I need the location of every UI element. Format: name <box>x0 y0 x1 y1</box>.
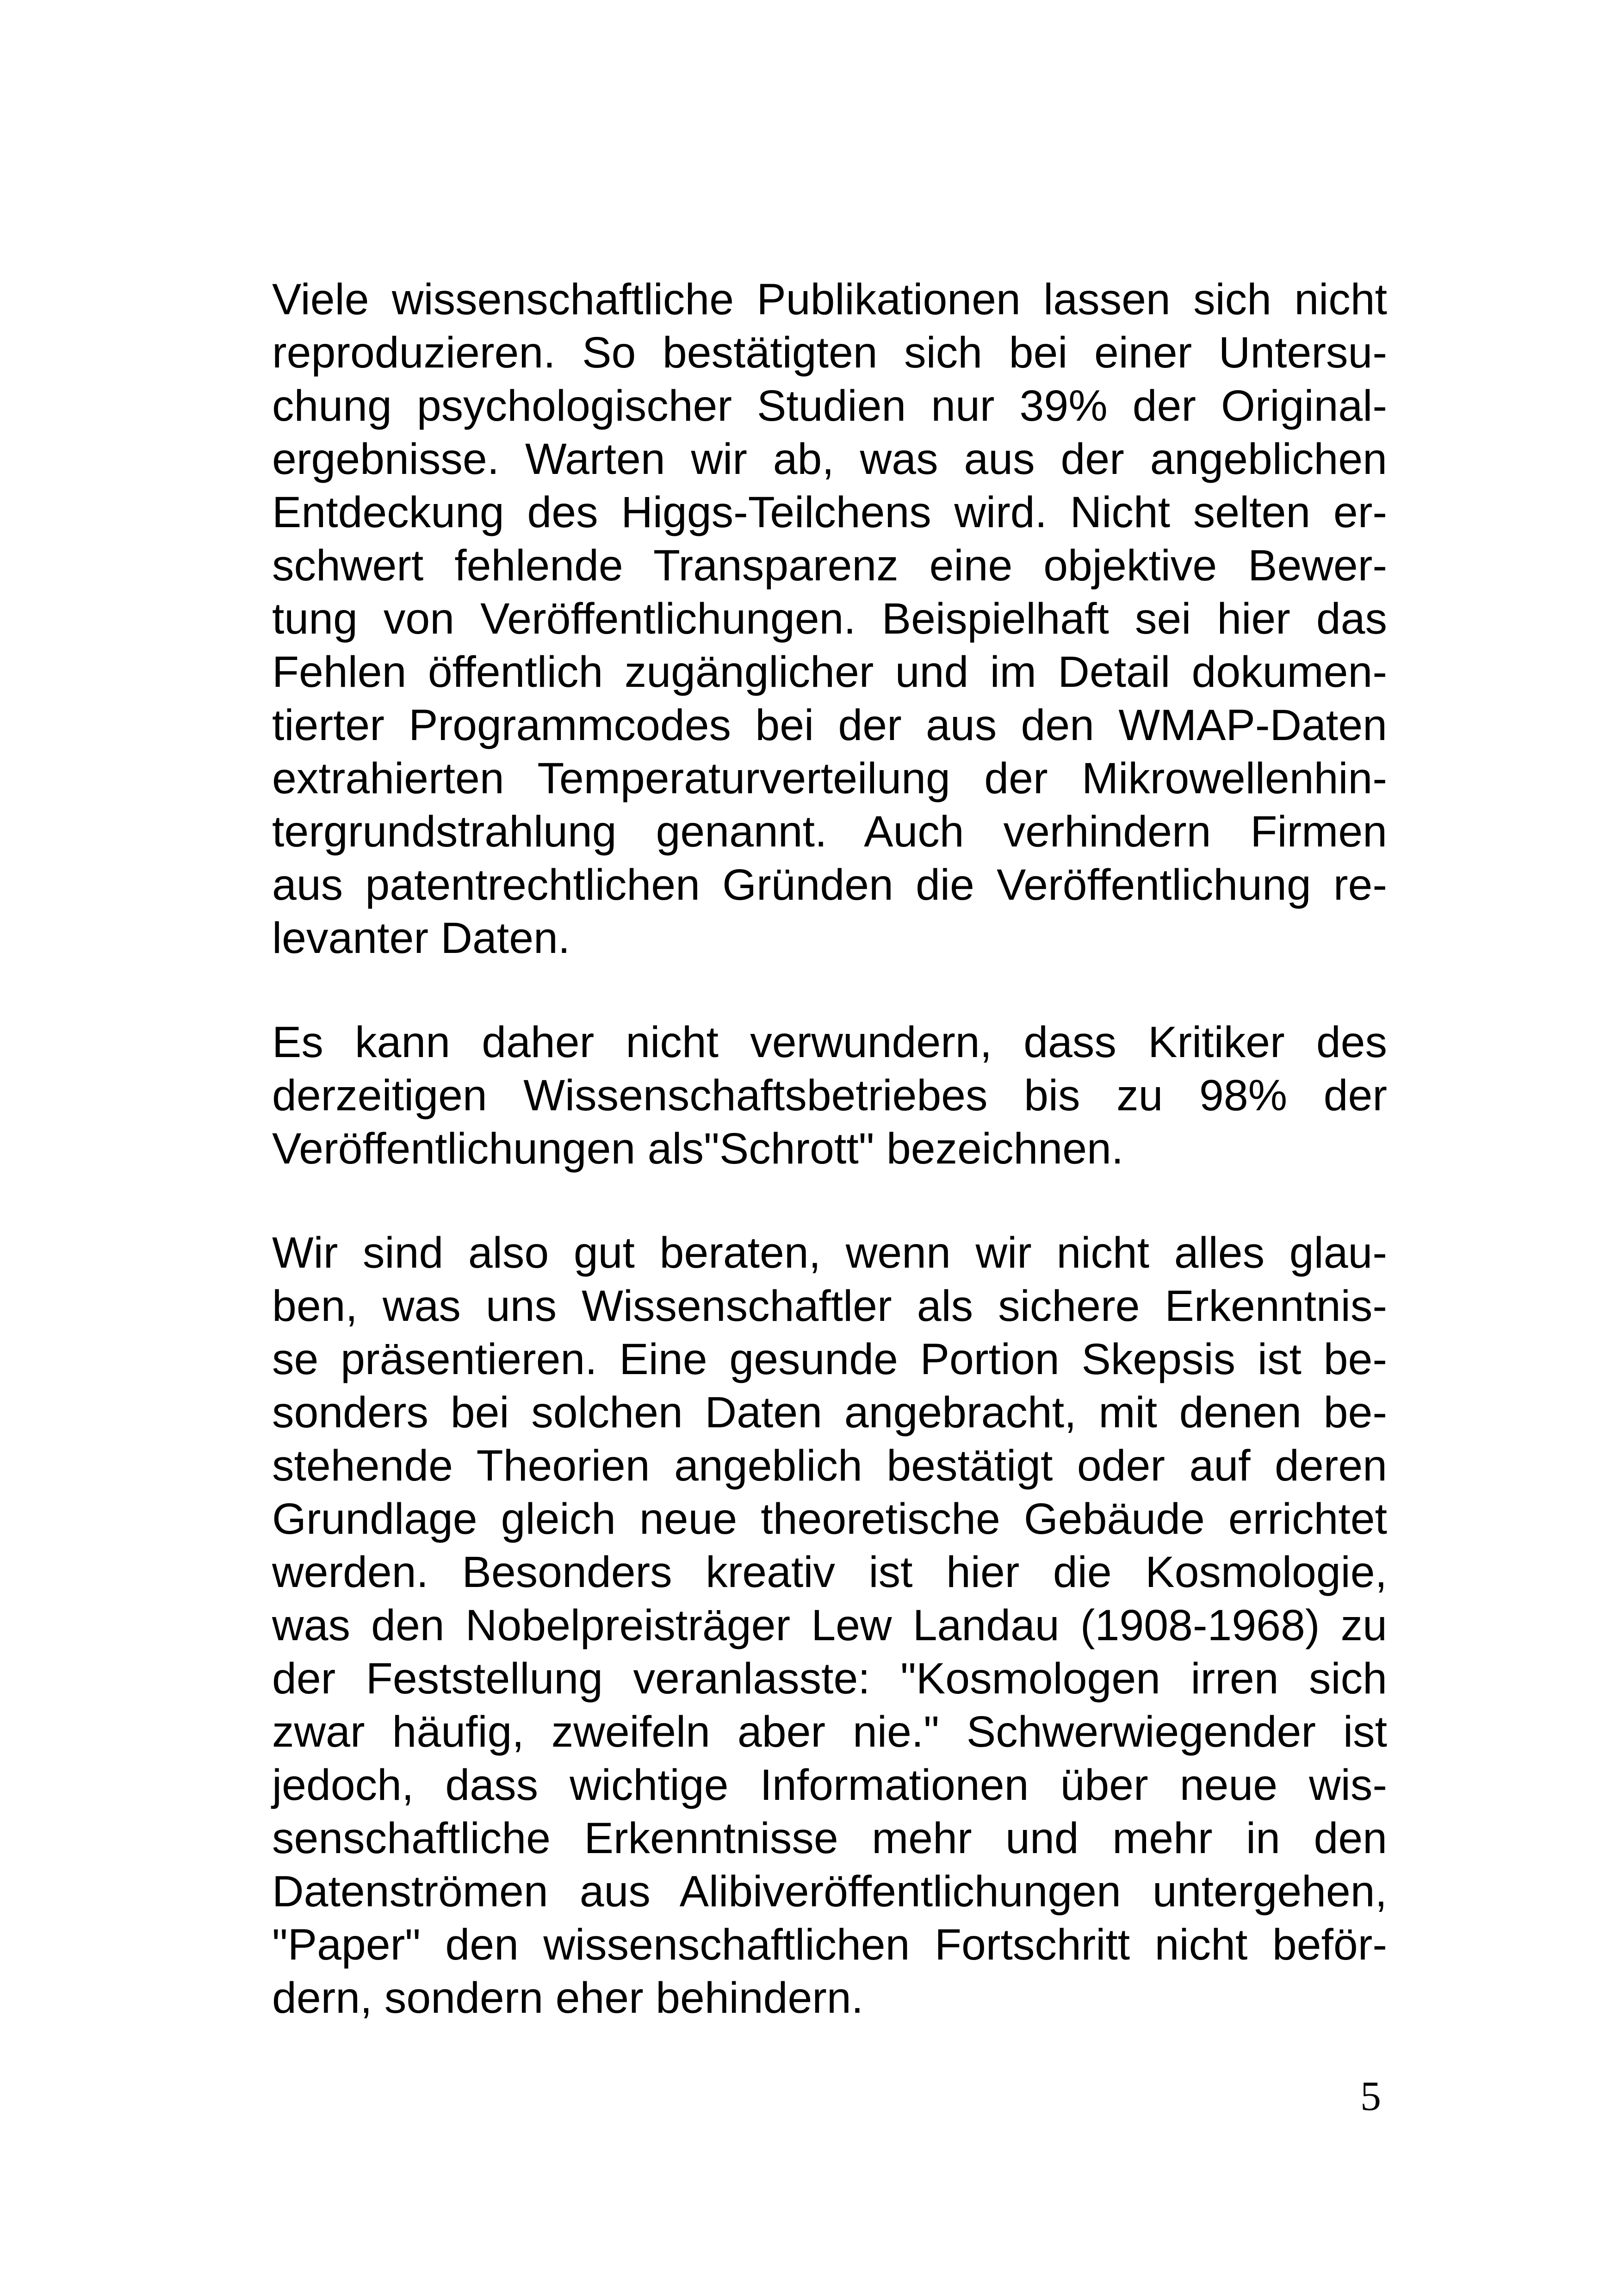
text-line: Es kann daher nicht verwundern, dass Kritiker des <box>272 1018 1387 1067</box>
text-line: Fehlen öffentlich zugänglicher und im Detail dokumen- <box>272 647 1387 697</box>
paragraph-gap <box>272 965 1387 1016</box>
text-line: dern, sondern eher behindern. <box>272 1973 864 2022</box>
text-line: tergrundstrahlung genannt. Auch verhindern Firmen <box>272 807 1387 856</box>
text-line: was den Nobelpreisträger Lew Landau (1908-1968) zu <box>272 1601 1387 1650</box>
text-line: aus patentrechtlichen Gründen die Veröffentlichung re- <box>272 860 1387 909</box>
text-line: Entdeckung des Higgs-Teilchens wird. Nicht selten er- <box>272 488 1387 537</box>
text-line: derzeitigen Wissenschaftsbetriebes bis zu 98% der <box>272 1071 1387 1120</box>
text-line: schwert fehlende Transparenz eine objektive Bewer- <box>272 541 1387 590</box>
text-line: sonders bei solchen Daten angebracht, mit denen be- <box>272 1388 1387 1437</box>
text-line: Veröffentlichungen als"Schrott" bezeichnen. <box>272 1124 1124 1173</box>
text-line: senschaftliche Erkenntnisse mehr und mehr in den <box>272 1814 1387 1863</box>
text-line: jedoch, dass wichtige Informationen über neue wis- <box>272 1761 1387 1810</box>
text-line: tierter Programmcodes bei der aus den WMAP-Daten <box>272 701 1387 750</box>
paragraph-2 <box>272 1016 1387 1176</box>
text-line: werden. Besonders kreativ ist hier die Kosmologie, <box>272 1548 1387 1597</box>
page-number: 5 <box>1360 2073 1381 2119</box>
body-text <box>272 273 1387 2025</box>
text-line: levanter Daten. <box>272 914 570 963</box>
text-line: Viele wissenschaftliche Publikationen lassen sich nicht <box>272 275 1387 324</box>
text-line: der Feststellung veranlasste: "Kosmologen irren sich <box>272 1654 1387 1703</box>
paragraph-gap <box>272 1176 1387 1226</box>
text-line: Datenströmen aus Alibiveröffentlichungen untergehen, <box>272 1867 1387 1916</box>
text-line: se präsentieren. Eine gesunde Portion Skepsis ist be- <box>272 1335 1387 1384</box>
text-line: reproduzieren. So bestätigten sich bei einer Untersu- <box>272 328 1387 377</box>
text-line: Grundlage gleich neue theoretische Gebäude errichtet <box>272 1494 1387 1543</box>
text-line: extrahierten Temperaturverteilung der Mikrowellenhin- <box>272 754 1387 803</box>
text-line: Wir sind also gut beraten, wenn wir nicht alles glau- <box>272 1228 1387 1277</box>
text-line: zwar häufig, zweifeln aber nie." Schwerwiegender ist <box>272 1707 1387 1756</box>
paragraph-3 <box>272 1226 1387 2025</box>
text-line: "Paper" den wissenschaftlichen Fortschritt nicht beför- <box>272 1920 1387 1969</box>
text-line: tung von Veröffentlichungen. Beispielhaft sei hier das <box>272 594 1387 643</box>
text-line: ergebnisse. Warten wir ab, was aus der angeblichen <box>272 435 1387 484</box>
text-line: ben, was uns Wissenschaftler als sichere Erkenntnis- <box>272 1282 1387 1331</box>
text-line: stehende Theorien angeblich bestätigt oder auf deren <box>272 1441 1387 1490</box>
paragraph-1 <box>272 273 1387 965</box>
text-line: chung psychologischer Studien nur 39% der Original- <box>272 381 1387 430</box>
